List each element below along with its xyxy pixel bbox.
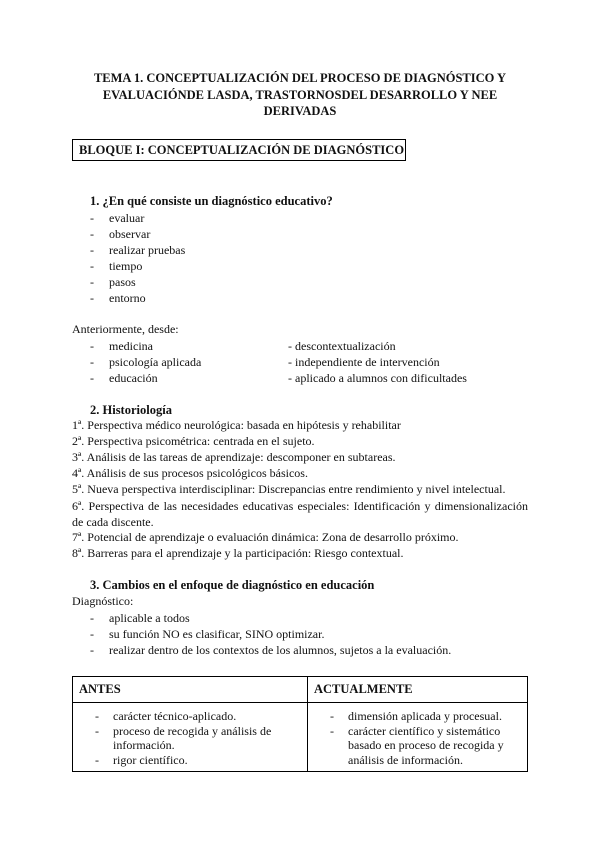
list-item: tiempo: [109, 259, 143, 273]
history-line: 3ª. Análisis de las tareas de aprendizaje: descomponer en subtareas.: [72, 450, 396, 464]
history-line: 8ª. Barreras para el aprendizaje y la participación: Riesgo contextual.: [72, 546, 404, 560]
list-item: observar: [109, 227, 151, 241]
history-line: 7ª. Potencial de aprendizaje o evaluación dinámica: Zona de desarrollo próximo.: [72, 530, 459, 544]
list-item: educación: [109, 371, 158, 385]
table-list-item: [330, 709, 505, 724]
anteriormente-intro: Anteriormente, desde:: [72, 322, 179, 336]
list-item-note: - aplicado a alumnos con dificultades: [288, 371, 467, 385]
table-list-item: [95, 723, 301, 753]
list-item: entorno: [109, 291, 146, 305]
table-list-item: [95, 752, 301, 768]
section-1-heading: 1. ¿En qué consiste un diagnóstico educativo?: [90, 194, 333, 208]
history-line: 4ª. Análisis de sus procesos psicológicos básicos.: [72, 466, 308, 480]
list-item: psicología aplicada: [109, 355, 202, 369]
bullet-dash: -: [90, 291, 94, 305]
table-item-text: carácter científico y sistemático basado en proceso de recogida y análisis de información.: [348, 723, 504, 767]
bullet-dash: -: [330, 723, 334, 738]
bullet-dash: -: [90, 371, 94, 385]
bullet-dash: -: [90, 243, 94, 257]
bloque-heading: BLOQUE I: CONCEPTUALIZACIÓN DE DIAGNÓSTICO: [72, 139, 406, 161]
bullet-dash: -: [330, 709, 334, 723]
list-item-note: - independiente de intervención: [288, 355, 440, 369]
list-item: pasos: [109, 275, 136, 289]
section-2-heading: 2. Historiología: [90, 403, 172, 417]
bullet-dash: -: [90, 355, 94, 369]
table-list-item: [330, 723, 505, 768]
bullet-dash: -: [95, 709, 99, 723]
list-item: evaluar: [109, 211, 145, 225]
table-item-text: carácter técnico-aplicado.: [113, 709, 237, 723]
list-item: aplicable a todos: [109, 611, 190, 625]
table-header-actualmente: ACTUALMENTE: [308, 677, 528, 703]
list-item: medicina: [109, 339, 153, 353]
table-item-text: proceso de recogida y análisis de información.: [113, 723, 272, 752]
bullet-dash: -: [90, 611, 94, 625]
bullet-dash: -: [90, 227, 94, 241]
document-title: TEMA 1. CONCEPTUALIZACIÓN DEL PROCESO DE DIAGNÓSTICO Y EVALUACIÓNDE LASDA, TRASTORNOSDEL DESARROLLO Y NEE DERIVADAS: [93, 71, 507, 118]
table-item-text: rigor científico.: [113, 752, 188, 767]
list-item: realizar pruebas: [109, 243, 186, 257]
section-3-intro: Diagnóstico:: [72, 594, 134, 608]
table-item-text: dimensión aplicada y procesual.: [348, 709, 502, 723]
bullet-dash: -: [90, 643, 94, 657]
bullet-dash: -: [95, 752, 99, 767]
bullet-dash: -: [90, 275, 94, 289]
history-line: 1ª. Perspectiva médico neurológica: basada en hipótesis y rehabilitar: [72, 418, 401, 432]
table-list-item: [95, 709, 301, 724]
list-item-note: - descontextualización: [288, 339, 396, 353]
bullet-dash: -: [90, 339, 94, 353]
comparison-table: [72, 676, 528, 772]
history-line: 5ª. Nueva perspectiva interdisciplinar: Discrepancias entre rendimiento y nivel intelectual.: [72, 482, 506, 496]
bullet-dash: -: [95, 723, 99, 738]
list-item: su función NO es clasificar, SINO optimizar.: [109, 627, 325, 641]
table-header-antes: ANTES: [73, 677, 308, 703]
history-line: 6ª. Perspectiva de las necesidades educativas especiales: Identificación y dimensionalización de cada discente.: [72, 499, 528, 529]
table-cell-antes: [73, 703, 308, 772]
section-3-heading: 3. Cambios en el enfoque de diagnóstico en educación: [90, 578, 375, 592]
list-item: realizar dentro de los contextos de los alumnos, sujetos a la evaluación.: [109, 643, 452, 657]
bullet-dash: -: [90, 211, 94, 225]
bullet-dash: -: [90, 627, 94, 641]
bullet-dash: -: [90, 259, 94, 273]
table-cell-actualmente: [308, 703, 528, 772]
history-line: 2ª. Perspectiva psicométrica: centrada en el sujeto.: [72, 434, 315, 448]
